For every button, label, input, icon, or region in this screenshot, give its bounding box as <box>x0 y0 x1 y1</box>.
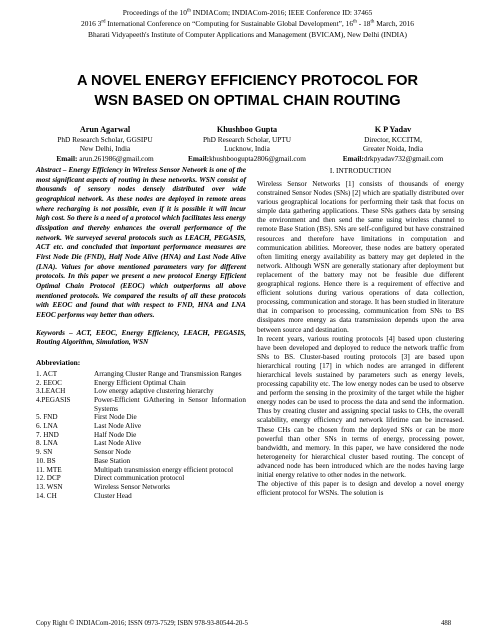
keywords: Keywords – ACT, EEOC, Energy Efficiency, LEACH, PEGASIS, Routing Algorithm, Simulation, WSN <box>36 328 246 347</box>
abbreviation-row <box>36 431 246 440</box>
author-email: Email: arun.261986@gmail.com <box>56 153 154 163</box>
page-number: 488 <box>441 620 452 627</box>
abbreviation-key: 6. LNA <box>36 422 58 431</box>
section-heading-introduction: I. INTRODUCTION <box>329 166 392 175</box>
abbreviation-key: 14. CH <box>36 491 57 500</box>
abbreviation-expansion: Multipath transmission energy efficient protocol <box>94 465 234 474</box>
abbreviation-expansion: Base Station <box>94 456 131 465</box>
author-location: Greater Noida, India <box>362 144 424 154</box>
abbreviation-expansion: Direct communication protocol <box>94 474 185 483</box>
abbreviation-row <box>36 379 246 388</box>
abbreviation-row <box>36 396 246 413</box>
intro-paragraph-3: The objective of this paper is to design and develop a novel energy efficient protocol for WSNs. The solution is <box>257 480 464 498</box>
left-column <box>36 166 246 500</box>
conference-line: 2016 3rd International Conference on “Computing for Sustainable Global Development”, 16th - 18th March, 2016 <box>81 19 414 28</box>
abbreviation-row <box>36 370 246 379</box>
abbreviation-expansion: Energy Efficient Optimal Chain <box>94 378 186 387</box>
abbreviation-table <box>36 370 246 501</box>
author-block-3 <box>318 124 468 163</box>
intro-paragraph-2: In recent years, various routing protocols [4] based upon clustering have been developed and deployed to reduce the network traffic from SNs to BS. Cluster-based routing protocols [3] are based upon hierarchical routing [17] in which nodes are arranged in different hierarchical levels sustained by parameters such as energy levels, processing capability etc. The low energy nodes can be used to observe and perform the sensing in the proximity of the target while the higher energy nodes can be used to process the data and send the information. Thus by creating cluster and assigning special tasks to CHs, the overall scalability, energy efficiency and network lifetime can be increased. These CHs can be chosen from the deployed SNs or can be more powerful than other SNs in terms of energy, processing power, bandwidth, and memory. In this paper, we have considered the node heterogeneity for hierarchical cluster based routing. The concept of advanced node has been introduced which are the nodes having large initial energy relative to other nodes in the network. <box>257 334 464 479</box>
abbreviation-key: 8. LNA <box>36 439 58 448</box>
intro-paragraph-1: Wireless Sensor Networks [1] consists of thousands of energy constrained Sensor Nodes (SNs) [2] which are spatially distributed over various geographical locations for performing their task that focus on simple data gathering applications. These SNs gathers data by sensing the environment and then send the same using wireless channel to remote Base Station (BS). SNs are self-configured but have constrained resources and therefore have limitations in computation and communication abilities. Moreover, these nodes are battery operated often limiting energy availability as battery may get depleted in the network. Although WSN are generally stationary after deployment but replacement of the battery may not be feasible due different geographical regions. Hence there is a requirement of effective and efficient solutions during various operations of data collection, processing, communication and storage. It has been studied in literature that in comparison to processing, communication from SNs to BS dissipates more energy as data transmission depends upon the area between source and destination. <box>257 180 464 334</box>
abbreviation-row <box>36 448 246 457</box>
abbreviation-key: 4.PEGASIS <box>36 395 71 404</box>
abbreviation-key: 13. WSN <box>36 482 63 491</box>
abbreviation-key: 12. DCP <box>36 474 61 483</box>
copyright-footer: Copy Right © INDIACom-2016; ISSN 0973-7529; ISBN 978-93-80544-20-5 <box>36 620 248 627</box>
abbreviation-key: 5. FND <box>36 413 58 422</box>
abbreviation-expansion: Half Node Die <box>94 430 137 439</box>
right-column <box>257 166 464 498</box>
author-block-1 <box>30 124 180 163</box>
abbreviation-row <box>36 474 246 483</box>
abbreviation-expansion: Power-Efficient GAthering in Sensor Information Systems <box>94 395 246 413</box>
venue-line: Bharati Vidyapeeth's Institute of Computer Applications and Management (BVICAM), New Delhi (INDIA) <box>88 30 407 39</box>
author-affiliation: PhD Research Scholar, UPTU <box>202 135 292 144</box>
author-email: Email:khushboogupta2806@gmail.com <box>187 153 306 163</box>
author-location: New Delhi, India <box>79 144 131 154</box>
author-name: Khushboo Gupta <box>216 125 278 134</box>
abbreviation-expansion: Low energy adaptive clustering hierarchy <box>94 387 214 396</box>
abbreviation-expansion: Sensor Node <box>94 448 131 457</box>
abbreviation-key: 2. EEOC <box>36 378 62 387</box>
abbreviation-row <box>36 439 246 448</box>
author-affiliation: Director, KCCITM, <box>364 135 422 144</box>
abbreviation-heading: Abbreviation: <box>36 357 81 367</box>
author-email: Email:drkpyadav732@gmail.com <box>342 153 444 163</box>
abbreviation-key: 3.LEACH <box>36 387 66 396</box>
abbreviation-row <box>36 492 246 501</box>
abbreviation-key: 9. SN <box>36 448 53 457</box>
abbreviation-row <box>36 387 246 396</box>
abbreviation-key: 1. ACT <box>36 369 58 378</box>
author-name: K P Yadav <box>374 125 412 134</box>
abbreviation-key: 7. HND <box>36 430 59 439</box>
abbreviation-row <box>36 457 246 466</box>
abbreviation-expansion: Cluster Head <box>94 491 132 500</box>
author-affiliation: PhD Research Scholar, GGSIPU <box>57 135 153 144</box>
proceedings-line: Proceedings of the 10th INDIACom; INDIACom-2016; IEEE Conference ID: 37465 <box>122 8 373 17</box>
paper-title-line-1: A NOVEL ENERGY EFFICIENCY PROTOCOL FOR <box>76 73 419 89</box>
abbreviation-row <box>36 483 246 492</box>
author-name: Arun Agarwal <box>79 125 131 134</box>
abbreviation-key: 10. BS <box>36 456 56 465</box>
author-location: Lucknow, India <box>224 144 270 154</box>
abbreviation-expansion: Wireless Sensor Networks <box>94 482 170 491</box>
abbreviation-row <box>36 422 246 431</box>
abbreviation-expansion: Last Node Alive <box>94 422 142 431</box>
author-block-2 <box>172 124 322 163</box>
abbreviation-expansion: First Node Die <box>94 413 137 422</box>
abbreviation-row <box>36 413 246 422</box>
abbreviation-row <box>36 466 246 475</box>
abbreviation-key: 11. MTE <box>36 465 62 474</box>
paper-title-line-2: WSN BASED ON OPTIMAL CHAIN ROUTING <box>94 93 401 109</box>
abbreviation-expansion: Last Node Alive <box>94 439 142 448</box>
abbreviation-expansion: Arranging Cluster Range and Transmission Ranges <box>94 369 242 378</box>
abstract: Abstract – Energy Efficiency in Wireless Sensor Network is one of the most significant aspects of routing in these networks. WSN consist of thousands of sensory nodes densely distributed over wide geographical network. As these nodes are deployed in remote areas where recharging is not possible, even if it is possible it will incur high cost. So there is a need of a protocol which facilitates less energy dissipation and thereby enhances the overall performance of the network. We surveyed several protocols such as LEACH, PEGASIS, ACT etc. and concluded that important performance measures are First Node Die (FND), Half Node Alive (HNA) and Last Node Alive (LNA). Values for above mentioned parameters vary for different protocols. In this paper we present a new protocol Energy Efficient Optimal Chain Protocol (EEOC) which outperforms all above mentioned protocols. We compared the results of all these protocols with EEOC and found that with respect to FND, HNA and LNA EEOC performs way better than others. <box>36 166 246 319</box>
